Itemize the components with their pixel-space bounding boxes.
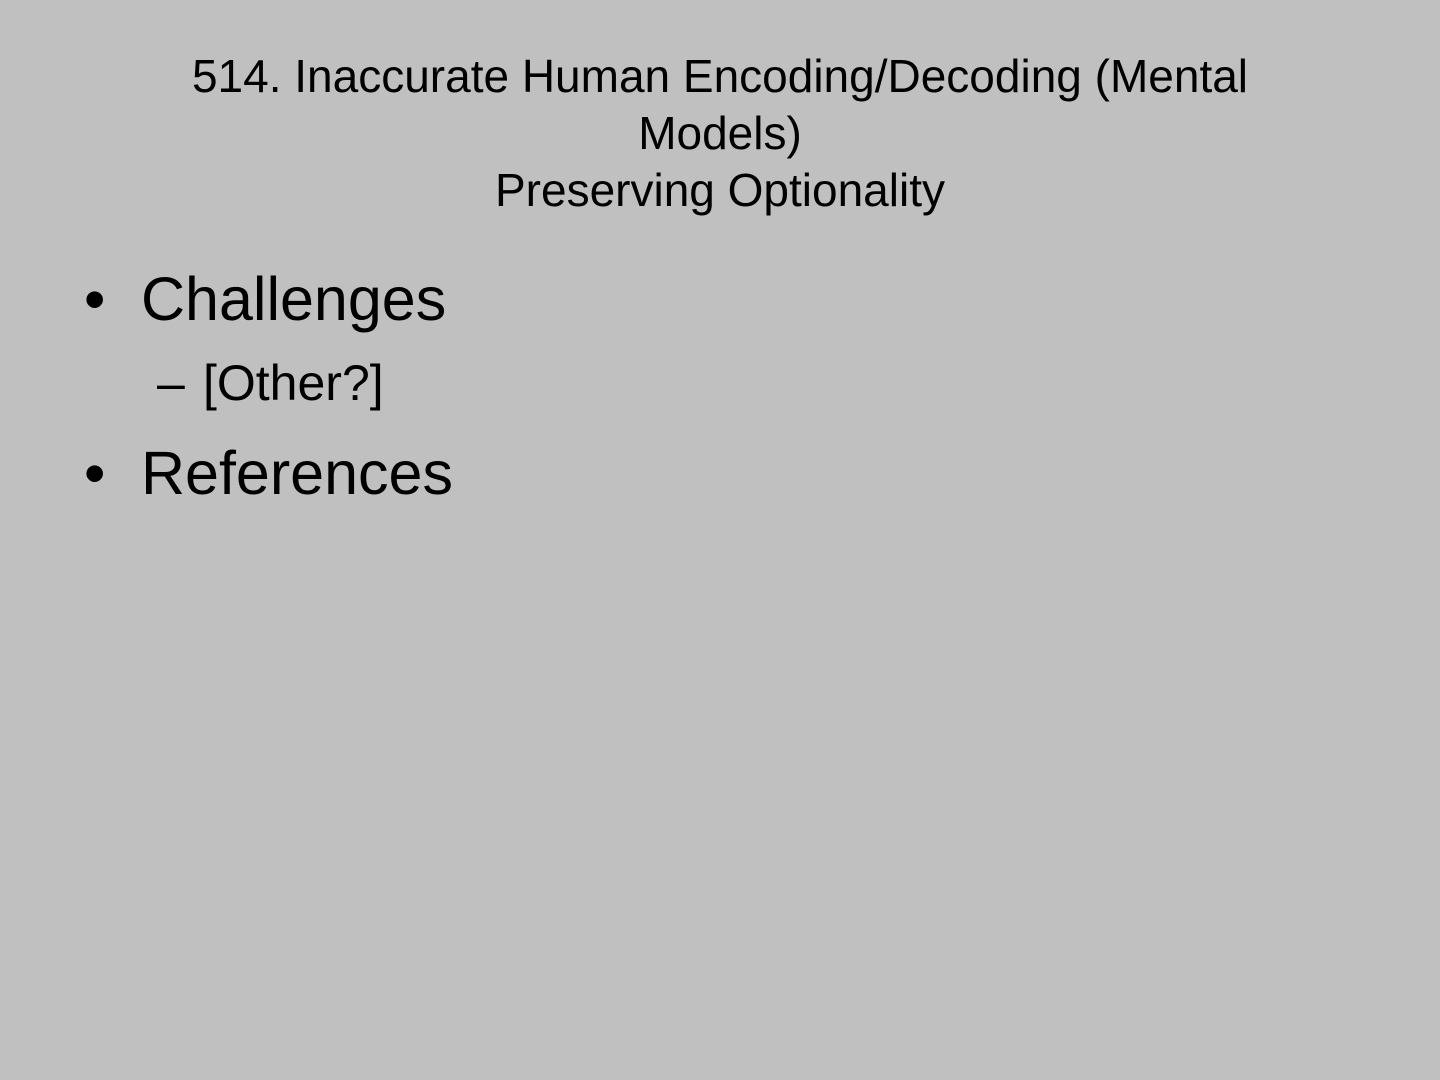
title-line-3: Preserving Optionality — [495, 164, 945, 216]
bullet-marker: • — [84, 439, 106, 507]
bullet-list — [84, 262, 1344, 510]
bullet-text: References — [141, 439, 453, 507]
title-line-1: 514. Inaccurate Human Encoding/Decoding (Mental — [191, 50, 1249, 102]
bullet-marker: • — [84, 265, 106, 333]
sub-bullet-text: [Other?] — [203, 355, 384, 411]
bullet-challenges — [84, 262, 1344, 336]
slide-title — [120, 48, 1320, 219]
sub-bullet-other — [157, 348, 1344, 418]
title-line-2: Models) — [638, 107, 802, 159]
sub-bullet-marker: – — [157, 355, 185, 411]
bullet-text: Challenges — [141, 265, 447, 333]
bullet-references — [84, 436, 1344, 510]
